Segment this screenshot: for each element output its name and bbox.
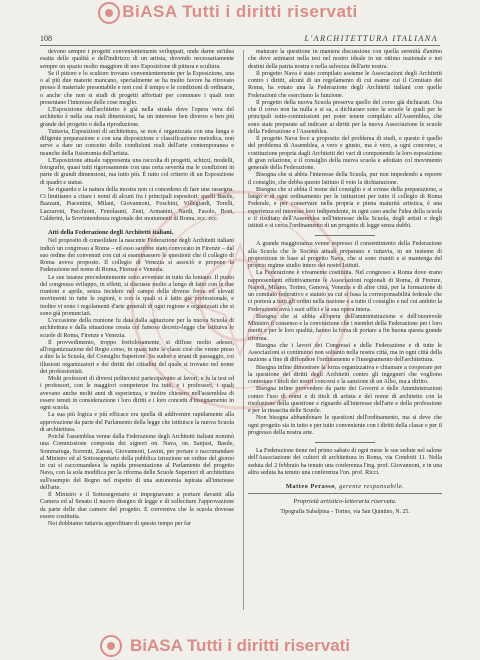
watermark-seal-icon: [125, 185, 355, 415]
watermark-bottom: BiASA Tutti i diritti riservati: [129, 636, 351, 655]
section-rule: [315, 442, 375, 443]
running-head: L'ARCHITETTURA ITALIANA: [304, 34, 438, 43]
paragraph: Bisogna che si abbia l'interesse della Scuola, pur non impedendo a reporre il consiglio, che debba questo Istituto il voto la dichiarazione.: [248, 172, 442, 186]
paragraph: Il Ministro e il Sottosegretario si impegnavano a portare davanti alla Camera ed al Senato il nuovo disegno di legge e di sollecitare l'approvazione da parte delle due camere del progetto. E conveniva che la scuola dovesse essere costituita.: [40, 492, 234, 520]
paragraph: Bisogna infine provvedere da parte dei Governi e delle Amministrazioni contro l'uso di nomi e di titoli di artista e del nome di architetto con la risoluzione della questione e riguardo all'interesse dell'arte e della professione e per la rinascita delle Scuole.: [248, 386, 442, 414]
paragraph: Bisogna infine dimostrare la forza organizzativa e chiamare a cooperare per la questione dei diritti degli Architetti contro gli ingegneri che vogliono contestare i titoli dei nostri concorsi e la sanzione di un Albo, ma a diritto.: [248, 364, 442, 385]
paragraph: Il provvedimento, troppo frettolosamente, si diffuse molto adesso, all'organizzazione del Regio corso, in quasi tutte le classi cioè che venne preso a dire la la Scuola, del Consiglio Superiore. Su sudori e strani di passaggio, coi illusioni organizzatori e dei diritti dei cittadini del quale si trovano nel nome dei professionisti.: [40, 339, 234, 375]
paragraph: Noi dobbiamo tuttavia approfittare di questo tempo per far: [48, 521, 191, 527]
paragraph: Le sue istanze precedentemente sono avvenute in tutto da lontano. Il punto del congresso sviluppo, in effetti, si discusse molto a lungo di fatto con le due riunioni e aprile, senza incidere nel campo della diverse forze ed elevati movimenti in tutte le regioni, e con le quali si è fatto già professionale, e inoltre vi sono i regolamenti d'arte generali di ogni regione e organizzati che si sono già pronunciati.: [40, 274, 234, 317]
paragraph: Nel proposito di consolidare la nascente Federazione degli Architetti italiani indicò un congresso a Roma – ed esso sarebbe stato convocato in Firenze – dal suo ordine dei convenuti con cui si esaminassero le questioni che il collegio di Roma aveva proposto. Il collegio di Venezia si associò e propone la Federazione nel nome di Roma, Firenze e Venezia.: [40, 238, 234, 274]
paragraph: Tuttavia, Esposizioni di architettura, se non è organizzata con una lunga e diligente preparazione e con una disposizione e classificazione metodica, non serve a dare un concetto dello condizioni reali dell'arte contemporanea e neanche della fisionomia dell'artista.: [40, 128, 234, 157]
paragraph: L'Esposizione attuale rappresenta una raccolta di progetti, schizzi, modelli, fotografie, quasi tutti rigorosamente con una certa severità ma le condizioni in parte di grandi dimensioni, ma tutto più. È tutto col criterio di un Esposizione di quadri e statue.: [40, 157, 234, 186]
printer-line: Tipografia Subalpina – Torino, via San Quintino, N. 25.: [280, 508, 410, 515]
paragraph: devono sempre i progetti convenientemente sviluppati, onde darne un'idea esatta delle qualità e dell'indirizzo di un artista, dovendo necessariamente sempre un spazio molto maggiore di uno Esposizione di pittura e scultura.: [40, 49, 234, 70]
paragraph: Bisogna che si abbia all'opera dell'amministrazione e dell'onorevole Ministro il consenso e la convinzione che i membri della Federazione per i loro meriti e per le loro qualità, hanno la forza di portare a fin buona questa grande riforma.: [248, 313, 442, 342]
paragraph: maturare la questione in maniera discussione con quella serenità d'animo che deve animarsi nella tesi nel nostro ideale in un ottimo nazionale e nei destini della patria nostra e nella salvezza dell'arte nostra.: [248, 49, 442, 70]
paragraph: La sua più logica e più efficace era quella di addivenire rapidamente alla approvazione da parte del Parlamento della legge che istituisce la nuova Scuola di architettura.: [40, 412, 234, 433]
paragraph: Il progetto Nava è stato compilato assieme le Associazioni degli Architetti contro i diritti, alcuni di un regolamento di cui esame cui il Comitato dei Roma, ha votato una la Federazione degli Architetti italiani con quelle Federazioni che esercitano la funzione.: [248, 70, 442, 99]
signature-role: gerente responsabile.: [339, 483, 405, 490]
paragraph: Se il pittore e lo scultore trovano convenientemente per la Esposizione, una o al più due materie mancano, specialmente se ha molto favore ha ritrovato presso il materiale presentabile e non così il tempo e le condizioni di ordinarie, o anche che non si studi di progetti affrettati per comunare i quali non presentano l'interesse delle cose meglio.: [40, 70, 234, 106]
paragraph: A grande maggioranza venne espresso il consentimento della Federazione alla Scuola che le Società attuali preparano e tuttavia, in un insieme di proporzione in base al progetto Nava, che si sono riuniti e si mantenga del proprio regime studio intero dei nostri Istituti.: [248, 241, 442, 269]
notice-paragraph: La Federazione tiene nel primo sabato di ogni mese le sue sedute nel salone dell'Associazione dei cultori di architettura in Roma, via Condotti 11. Nella seduta del 2 febbraio ha tenuto una conferenza l'ing. prof. Giovannoni, e in una altra seduta ha tenuto una conferenza l'on. prof. Ricci.: [248, 448, 442, 476]
footer-rule: [248, 493, 442, 494]
header-rule: [40, 45, 440, 46]
paragraph: Se riguardo e la natura della mostra non ci concedono di fare una rassegna. Ci limitiamo a citare i nomi di alcuni fra i principali espositori: quelli Basile, Bazzani, Piacentini, Milani, Giovannoni, Foschini, Villegiardi, Torelli, Lazzaroni, Pacchioni, Fenolasmi, Zeni, Armanini, Nardi, Fasolo, Boni, Calderini, la Sovrintendenza regionale dei monumenti di Roma, ecc. ecc.: [40, 186, 234, 222]
section-title: Atti della Federazione degli Architetti italiani.: [48, 229, 174, 236]
property-notice: Proprietà artistico-letteraria riservata.: [293, 498, 397, 506]
signature: Matteo Perasso, gerente responsabile.: [285, 483, 405, 490]
paragraph: Il progetto Nava fece a proposito del problema di studi, e questo è quello del problema di Assemblea, a vero e giusto, ma è vero, a ogni concorso, a costituzione propria dagli Architetti dei vari di componendo la loro esposizione di gran relazione, e il consiglio della nuova scuola e adottato col movimento generale della Federazione.: [248, 136, 442, 171]
paragraph: Il progetto della nuova Scuola preserva quello del corso già dichiarati. Ora che il corso non ha nulla e si sa, a dichiarare sono le scuole le quali per le principali sotto-commissioni per poter tenere compilato all'Assemblea, che sono state preparate ad indicare ai diritti per la nuova Associazione le scuole della Federazione e l'Assemblea.: [248, 99, 442, 135]
paragraph: L'Esposizione dell'architetto è già nella strada dove l'opera vera del architetto è nella sua reali dimensioni, ha un interesse ben diverso e ben più grande del progetto o della riproduzione.: [40, 107, 234, 128]
page-number: 108: [40, 34, 52, 43]
signature-name: Matteo Perasso: [285, 483, 335, 490]
paragraph: La Federazione è vivamente costituita. Nel congresso a Roma dove erano rappresentanti effettivamente le Associazioni regionali di Roma, di Firenze, Napoli, Milano, Torino, Genova, Venezia e di altre città, per la formazione di un comitato federativo e statuto su cui si basa la corresponsabilità federale che ci porterà a tutti gli ordini nella nazione e a tutto il consiglio e nel cui ambito la Federazione avrà i suoi uffici e la sua opera intera.: [248, 270, 442, 313]
paragraph: Poichè l'assemblea venne dalla Federazione degli Architetti italiani nominò una Commissione composta dei signori on. Nava, on. Sanjust, Basile, Sommaruga, Sorrenti, Zanasi, Giovannoni, Lavini, per portare e raccomandare al Ministro ed al Sottosegretario della pubblica istruzione un ordine del giorno in cui si raccomandava la rapida presentazione al Parlamento del progetto Nava, con la sola modifica per la riforma delle Scuole Superiori di architettura sull'esempio del Regno nel rispetto di una autonomia ispirata all'interesse dell'arte.: [40, 434, 234, 491]
paragraph: Bisogna che i lavori dei Congressi e della Federazione e di tutte le Associazioni si continuino non soltanto nella nostra città, ma in ogni città della nazione a fine di diffondere l'ordinamento e l'insegnamento dell'architettura.: [248, 342, 442, 364]
paragraph: Molti professori di diversi politecnici partecipavano ai lavori, e fu la tesi ed i professori, con le maggiori competenze fra tutti, e i professori, i quali avevano anche molti anni di esperienza, e inoltre chiesero nell'assemblea di essere tenuti in considerazione i loro diritti e i loro concetti d'insegnamento in ogni scuola.: [40, 376, 234, 411]
paragraph: Bisogna che si abbia il nome del consiglio e si evinse della preparazione, a lungo e di ogni ordinamento per le istituzioni per tutto il collegio di Roma Federale, e per conservare nella propria e piena maturità artistica, è una esperienza ed interesse loro indipendente, in ogni caso anche l'idea della scuola e il risultato dell'Assemblea nell'interesse della Scuola, degli artisti e degli istituti e si cerca l'ordinamento di un progetto di legge senza dubbi.: [248, 186, 442, 229]
paragraph: L'occasione della riunione fu data dalla agitazione per la nuova Scuola di architettura e dalla situazione creata col famoso decreto-legge che istituiva le scuole di Roma, Firenze e Venezia.: [40, 318, 234, 339]
watermark-top: BiASA Tutti i diritti riservati: [122, 2, 358, 21]
paragraph: Non bisogna abbandonare le questioni dell'ordinamento, ma si deve che ogni progetto sia in tutto e per tutto conveniente con i diritti della classe e per il progresso della nostra arte.: [248, 415, 442, 436]
